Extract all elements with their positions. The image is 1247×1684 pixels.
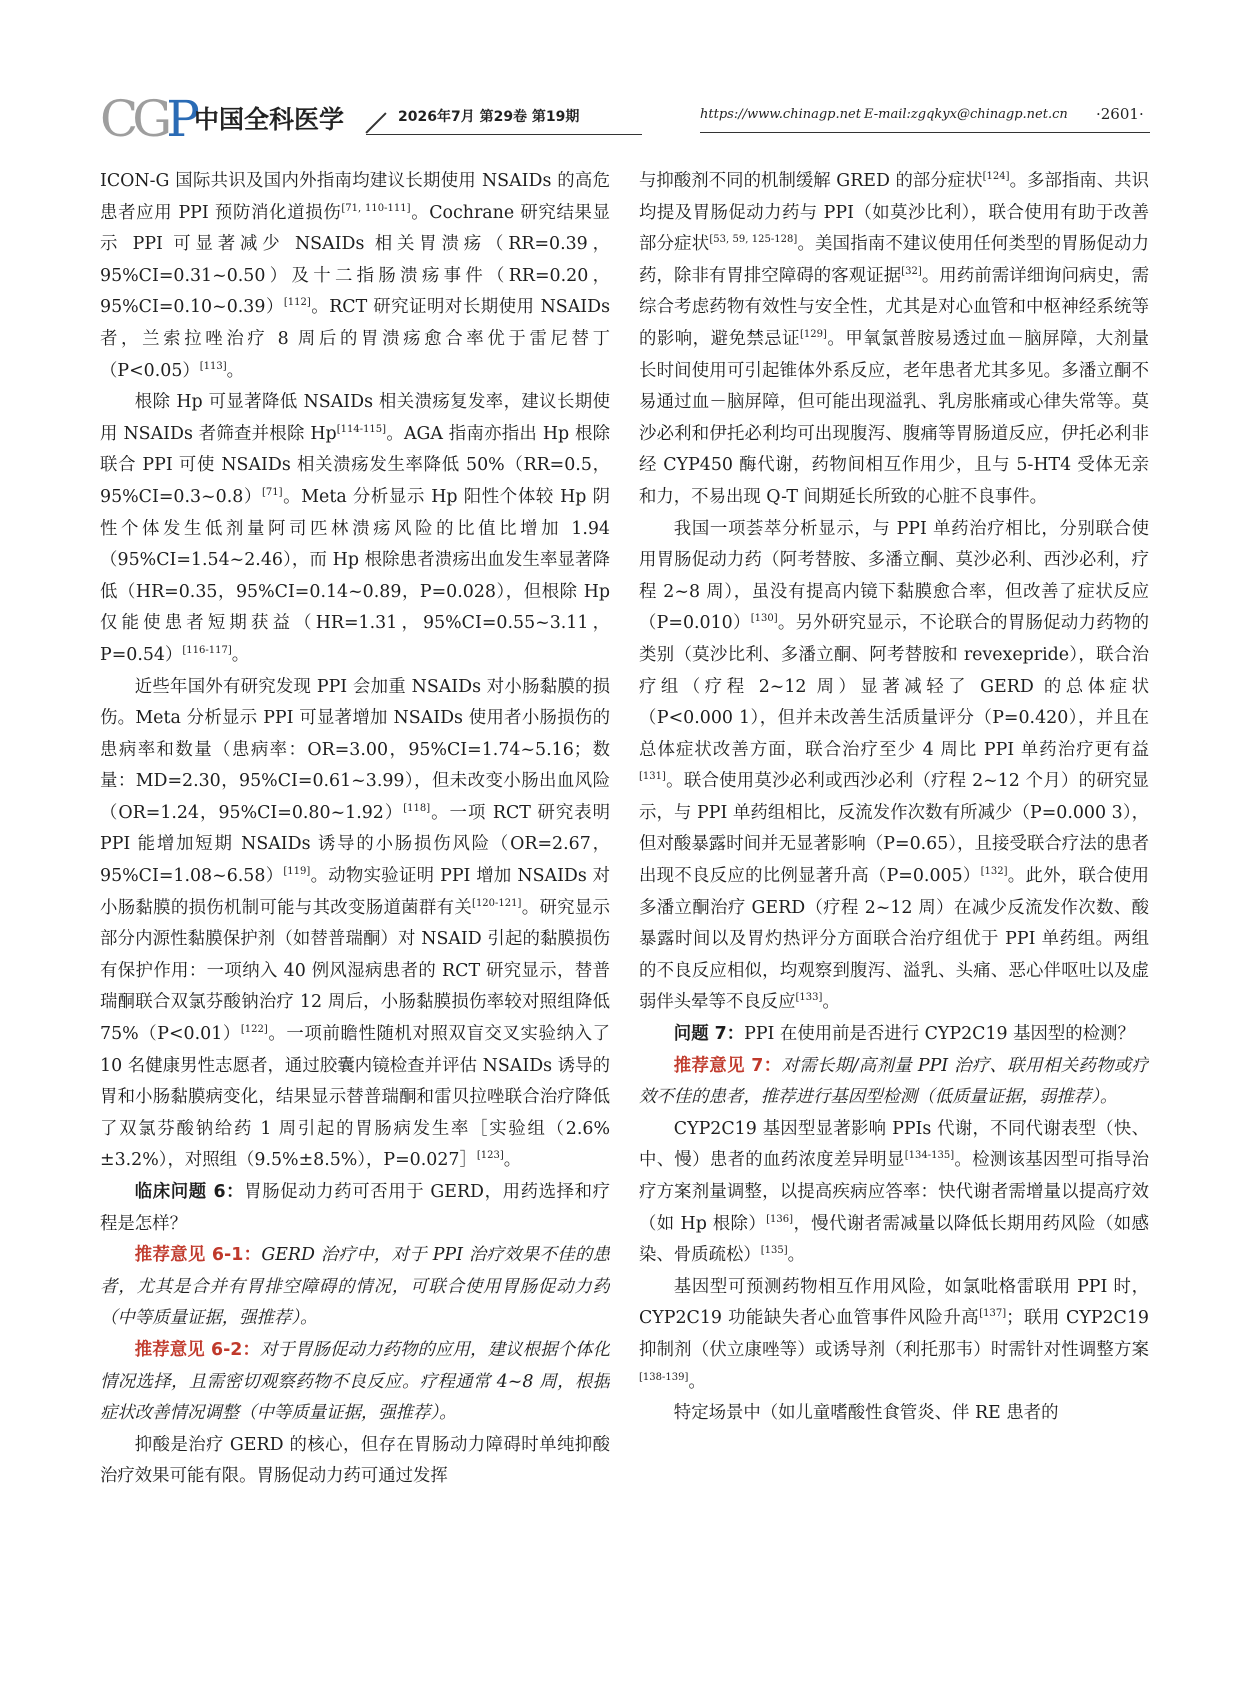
citation[interactable]: [134-135] [904, 1150, 955, 1162]
citation[interactable]: [71] [262, 487, 283, 499]
citation[interactable]: [122] [240, 1024, 268, 1036]
citation[interactable]: [133] [795, 992, 823, 1004]
citation[interactable]: [136] [766, 1213, 794, 1225]
paragraph: ICON-G 国际共识及国内外指南均建议长期使用 NSAIDs 的高危患者应用 PPI 预防消化道损伤[71, 110-111]。Cochrane 研究结果显示 PPI 可显著减少 NSAIDs 相关胃溃疡（RR=0.39，95%CI=0.31~0.50）及十二指肠溃疡事件（RR=0.20，95%CI=0.10~0.39）[112]。RCT 研究证明对长期使用 NSAIDs 者，兰索拉唑治疗 8 周后的胃溃疡愈合率优于雷尼替丁（P<0.05）[113]。 [100, 171, 610, 381]
citation[interactable]: [130] [750, 613, 778, 625]
paragraph: 根除 Hp 可显著降低 NSAIDs 相关溃疡复发率，建议长期使用 NSAIDs 者筛查并根除 Hp[114-115]。AGA 指南亦指出 Hp 根除联合 PPI 可使 NSAIDs 相关溃疡发生率降低 50%（RR=0.5，95%CI=0.3~0.8）[71]。Meta 分析显示 Hp 阳性个体较 Hp 阴性个体发生低剂量阿司匹林溃疡风险的比值比增加 1.94（95%CI=1.54~2.46），而 Hp 根除患者溃疡出血发生率显著降低（HR=0.35，95%CI=0.14~0.89，P=0.028），但根除 Hp 仅能使患者短期获益（HR=1.31，95%CI=0.55~3.11，P=0.54）[116-117]。 [100, 392, 610, 665]
citation[interactable]: [132] [980, 866, 1008, 878]
paragraph: CYP2C19 基因型显著影响 PPIs 代谢，不同代谢表型（快、中、慢）患者的血药浓度差异明显[134-135]。检测该基因型可指导治疗方案剂量调整，以提高疾病应答率：快代谢者需增量以提高疗效（如 Hp 根除）[136]，慢代谢者需减量以降低长期用药风险（如感染、骨质疏松）[135]。 [639, 1118, 1149, 1266]
citation[interactable]: [71, 110-111] [341, 202, 411, 214]
citation[interactable]: [138-139] [639, 1371, 689, 1383]
citation[interactable]: [114-115] [336, 423, 387, 435]
citation[interactable]: [119] [283, 866, 311, 878]
citation[interactable]: [116-117] [182, 645, 232, 657]
issue-info: 2026年7月 第29卷 第19期 [398, 109, 580, 125]
journal-name: 中国全科医学 [194, 105, 345, 134]
paragraph: 我国一项荟萃分析显示，与 PPI 单药治疗相比，分别联合使用胃肠促动力药（阿考替胺、多潘立酮、莫沙必利、西沙必利，疗程 2~8 周），虽没有提高内镜下黏膜愈合率，但改善了症状反应（P=0.010）[130]。另外研究显示，不论联合的胃肠促动力药物的类别（莫沙比利、多潘立酮、阿考替胺和 revexepride），联合治疗组（疗程 2~12 周）显著减轻了 GERD 的总体症状（P<0.000 1），但并未改善生活质量评分（P=0.420），并且在总体症状改善方面，联合治疗至少 4 周比 PPI 单药治疗更有益[131]。联合使用莫沙必利或西沙必利（疗程 2~12 个月）的研究显示，与 PPI 单药组相比，反流发作次数有所减少（P=0.000 3），但对酸暴露时间并无显著影响（P=0.65），且接受联合疗法的患者出现不良反应的比例显著升高（P=0.005）[132]。此外，联合使用多潘立酮治疗 GERD（疗程 2~12 周）在减少反流发作次数、酸暴露时间以及胃灼热评分方面联合治疗组优于 PPI 单药组。两组的不良反应相似，均观察到腹泻、溢乳、头痛、恶心伴呕吐以及虚弱伴头晕等不良反应[133]。 [639, 518, 1149, 1013]
clinical-question-6: 临床问题 6：胃肠促动力药可否用于 GERD，用药选择和疗程是怎样？ [100, 1182, 610, 1234]
paragraph: 与抑酸剂不同的机制缓解 GRED 的部分症状[124]。多部指南、共识均提及胃肠促动力药与 PPI（如莫沙比利），联合使用有助于改善部分症状[53, 59, 125-128]。美国指南不建议使用任何类型的胃肠促动力药，除非有胃排空障碍的客观证据[32]。用药前需详细询问病史，需综合考虑药物有效性与安全性，尤其是对心血管和中枢神经系统等的影响，避免禁忌证[129]。甲氧氯普胺易透过血－脑屏障，大剂量长时间使用可引起锥体外系反应，老年患者尤其多见。多潘立酮不易通过血－脑屏障，但可能出现溢乳、乳房胀痛或心律失常等。莫沙必利和伊托必利均可出现腹泻、腹痛等胃肠道反应，伊托必利非经 CYP450 酶代谢，药物间相互作用少，且与 5-HT4 受体无亲和力，不易出现 Q-T 间期延长所致的心脏不良事件。 [639, 171, 1149, 507]
paragraph: 近些年国外有研究发现 PPI 会加重 NSAIDs 对小肠黏膜的损伤。Meta 分析显示 PPI 可显著增加 NSAIDs 使用者小肠损伤的患病率和数量（患病率：OR=3.00，95%CI=1.74~5.16；数量：MD=2.30，95%CI=0.61~3.99），但未改变小肠出血风险（OR=1.24，95%CI=0.80~1.92）[118]。一项 RCT 研究表明 PPI 能增加短期 NSAIDs 诱导的小肠损伤风险（OR=2.67，95%CI=1.08~6.58）[119]。动物实验证明 PPI 增加 NSAIDs 对小肠黏膜的损伤机制可能与其改变肠道菌群有关[120-121]。研究显示部分内源性黏膜保护剂（如替普瑞酮）对 NSAID 引起的黏膜损伤有保护作用：一项纳入 40 例风湿病患者的 RCT 研究显示，替普瑞酮联合双氯芬酸钠治疗 12 周后，小肠黏膜损伤率较对照组降低 75%（P<0.01）[122]。一项前瞻性随机对照双盲交叉实验纳入了 10 名健康男性志愿者，通过胶囊内镜检查并评估 NSAIDs 诱导的胃和小肠黏膜病变化，结果显示替普瑞酮和雷贝拉唑联合治疗降低了双氯芬酸钠给药 1 周引起的胃肠病发生率［实验组（2.6%±3.2%），对照组（9.5%±8.5%），P=0.027］[123]。 [100, 676, 610, 1171]
clinical-question-7: 问题 7：PPI 在使用前是否进行 CYP2C19 基因型的检测？ [673, 1024, 1135, 1045]
citation[interactable]: [113] [199, 360, 227, 372]
citation[interactable]: [53, 59, 125-128] [709, 234, 798, 246]
website-link[interactable]: https://www.chinagp.net [700, 107, 861, 122]
right-column [639, 166, 1149, 1646]
recommendation-7: 推荐意见 7：对需长期/高剂量 PPI 治疗、联用相关药物或疗效不佳的患者，推荐进行基因型检测（低质量证据，弱推荐）。 [639, 1055, 1149, 1108]
header-rule [700, 132, 1150, 133]
paragraph: 抑酸是治疗 GERD 的核心，但存在胃肠动力障碍时单纯抑酸治疗效果可能有限。胃肠促动力药可通过发挥 [100, 1434, 610, 1487]
page-header [100, 88, 1150, 148]
citation[interactable]: [135] [760, 1245, 788, 1257]
citation[interactable]: [137] [979, 1308, 1007, 1320]
left-column [100, 166, 610, 1646]
citation[interactable]: [124] [982, 171, 1010, 183]
citation[interactable]: [112] [283, 297, 311, 309]
citation[interactable]: [32] [901, 265, 922, 277]
citation[interactable]: [118] [403, 803, 431, 815]
citation[interactable]: [123] [476, 1150, 504, 1162]
recommendation-6-2: 推荐意见 6-2：对于胃肠促动力药物的应用，建议根据个体化情况选择，且需密切观察药物不良反应。疗程通常 4~8 周，根据症状改善情况调整（中等质量证据，强推荐）。 [100, 1339, 610, 1424]
header-slash [365, 112, 386, 133]
paragraph: 特定场景中（如儿童嗜酸性食管炎、伴 RE 患者的 [673, 1403, 1059, 1424]
citation[interactable]: [120-121] [472, 897, 522, 909]
citation[interactable]: [131] [639, 771, 666, 783]
page-number: ·2601· [1096, 105, 1144, 123]
recommendation-6-1: 推荐意见 6-1：GERD 治疗中，对于 PPI 治疗效果不佳的患者，尤其是合并有胃排空障碍的情况，可联合使用胃肠促动力药（中等质量证据，强推荐）。 [100, 1245, 610, 1329]
journal-logo: CGP [100, 90, 194, 148]
email-link[interactable]: E-mail:zgqkyx@chinagp.net.cn [864, 107, 1068, 122]
citation[interactable]: [129] [800, 329, 827, 341]
header-rule [366, 134, 642, 135]
paragraph: 基因型可预测药物相互作用风险，如氯吡格雷联用 PPI 时，CYP2C19 功能缺失者心血管事件风险升高[137]；联用 CYP2C19 抑制剂（伏立康唑等）或诱导剂（利托那韦）时需针对性调整方案[138-139]。 [639, 1276, 1149, 1392]
